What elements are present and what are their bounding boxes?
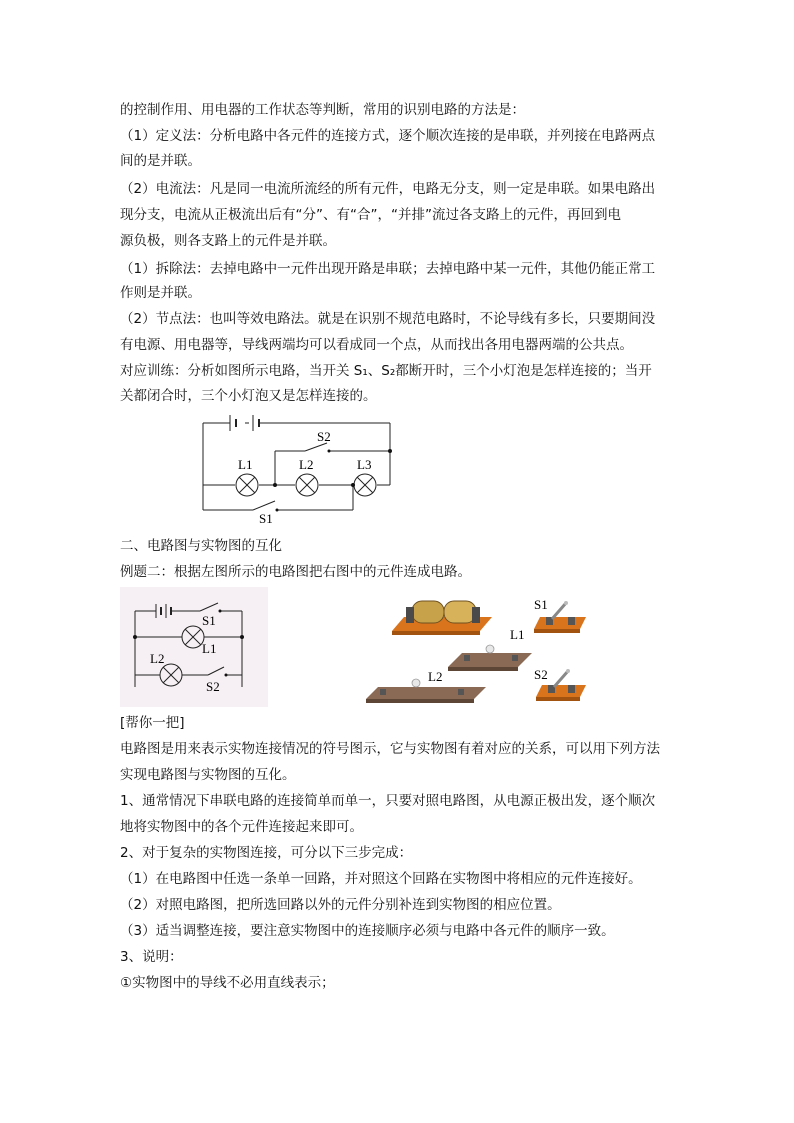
section-heading: 二、电路图与实物图的互化 bbox=[120, 538, 282, 554]
label-l1: L1 bbox=[238, 457, 253, 472]
text-line: 关都闭合时，三个小灯泡又是怎样连接的。 bbox=[120, 388, 377, 404]
text-line: （2）对照电路图，把所选回路以外的元件分别补连到实物图的相应位置。 bbox=[120, 897, 561, 913]
text-line: （3）适当调整连接，要注意实物图中的连接顺序必须与电路中各元件的顺序一致。 bbox=[120, 923, 615, 939]
physical-components-svg bbox=[362, 587, 588, 711]
text-line: 地将实物图中的各个元件连接起来即可。 bbox=[120, 819, 363, 835]
text-line: （1）定义法：分析电路中各元件的连接方式，逐个顺次连接的是串联，并列接在电路两点 bbox=[120, 128, 656, 144]
label-l2: L2 bbox=[150, 651, 165, 666]
circuit-diagram-1 bbox=[195, 405, 405, 527]
text-line: ①实物图中的导线不必用直线表示； bbox=[120, 975, 335, 991]
label-s2: S2 bbox=[206, 679, 220, 694]
label-s2: S2 bbox=[534, 667, 548, 682]
circuit-diagram-2 bbox=[120, 587, 268, 707]
text-line: 3、说明： bbox=[120, 949, 183, 965]
text-line: 2、对于复杂的实物图连接，可分以下三步完成： bbox=[120, 845, 413, 861]
text-line: 电路图是用来表示实物连接情况的符号图示，它与实物图有着对应的关系，可以用下列方法 bbox=[120, 741, 660, 757]
label-l2: L2 bbox=[299, 457, 314, 472]
text-line: 现分支，电流从正极流出后有“分”、有“合”，“并排”流过各支路上的元件，再回到电 bbox=[120, 207, 621, 223]
text-line: 例题二：根据左图所示的电路图把右图中的元件连成电路。 bbox=[120, 564, 471, 580]
label-s1: S1 bbox=[202, 613, 216, 628]
text-line: 的控制作用、用电器的工作状态等判断，常用的识别电路的方法是： bbox=[120, 102, 525, 118]
label-s1: S1 bbox=[534, 597, 548, 612]
text-line: （1）在电路图中任选一条单一回路，并对照这个回路在实物图中将相应的元件连接好。 bbox=[120, 871, 642, 887]
label-l1: L1 bbox=[202, 641, 217, 656]
label-s1: S1 bbox=[259, 511, 273, 526]
label-l1: L1 bbox=[510, 627, 525, 642]
label-s2: S2 bbox=[317, 429, 331, 444]
text-line: [帮你一把] bbox=[120, 715, 185, 731]
text-line: 作则是并联。 bbox=[120, 285, 201, 301]
text-line: 实现电路图与实物图的互化。 bbox=[120, 767, 296, 783]
text-line: 有电源、用电器等，导线两端均可以看成同一个点，从而找出各用电器两端的公共点。 bbox=[120, 337, 633, 353]
circuit-diagram-1-svg bbox=[195, 405, 405, 527]
text-line: （2）电流法：凡是同一电流所流经的所有元件，电路无分支，则一定是串联。如果电路出 bbox=[120, 181, 656, 197]
circuit-diagram-2-svg bbox=[120, 587, 268, 707]
label-l2: L2 bbox=[428, 669, 443, 684]
text-line: 源负极，则各支路上的元件是并联。 bbox=[120, 233, 336, 249]
label-l3: L3 bbox=[357, 457, 372, 472]
text-line: （1）拆除法：去掉电路中一元件出现开路是串联；去掉电路中某一元件，其他仍能正常工 bbox=[120, 261, 656, 277]
physical-components-illustration bbox=[362, 587, 588, 711]
text-line: 对应训练：分析如图所示电路，当开关 S₁、S₂都断开时，三个小灯泡是怎样连接的；当开 bbox=[120, 363, 652, 379]
text-line: （2）节点法：也叫等效电路法。就是在识别不规范电路时，不论导线有多长，只要期间没 bbox=[120, 311, 656, 327]
text-line: 1、通常情况下串联电路的连接简单而单一，只要对照电路图，从电源正极出发，逐个顺次 bbox=[120, 793, 656, 809]
text-line: 间的是并联。 bbox=[120, 153, 201, 169]
